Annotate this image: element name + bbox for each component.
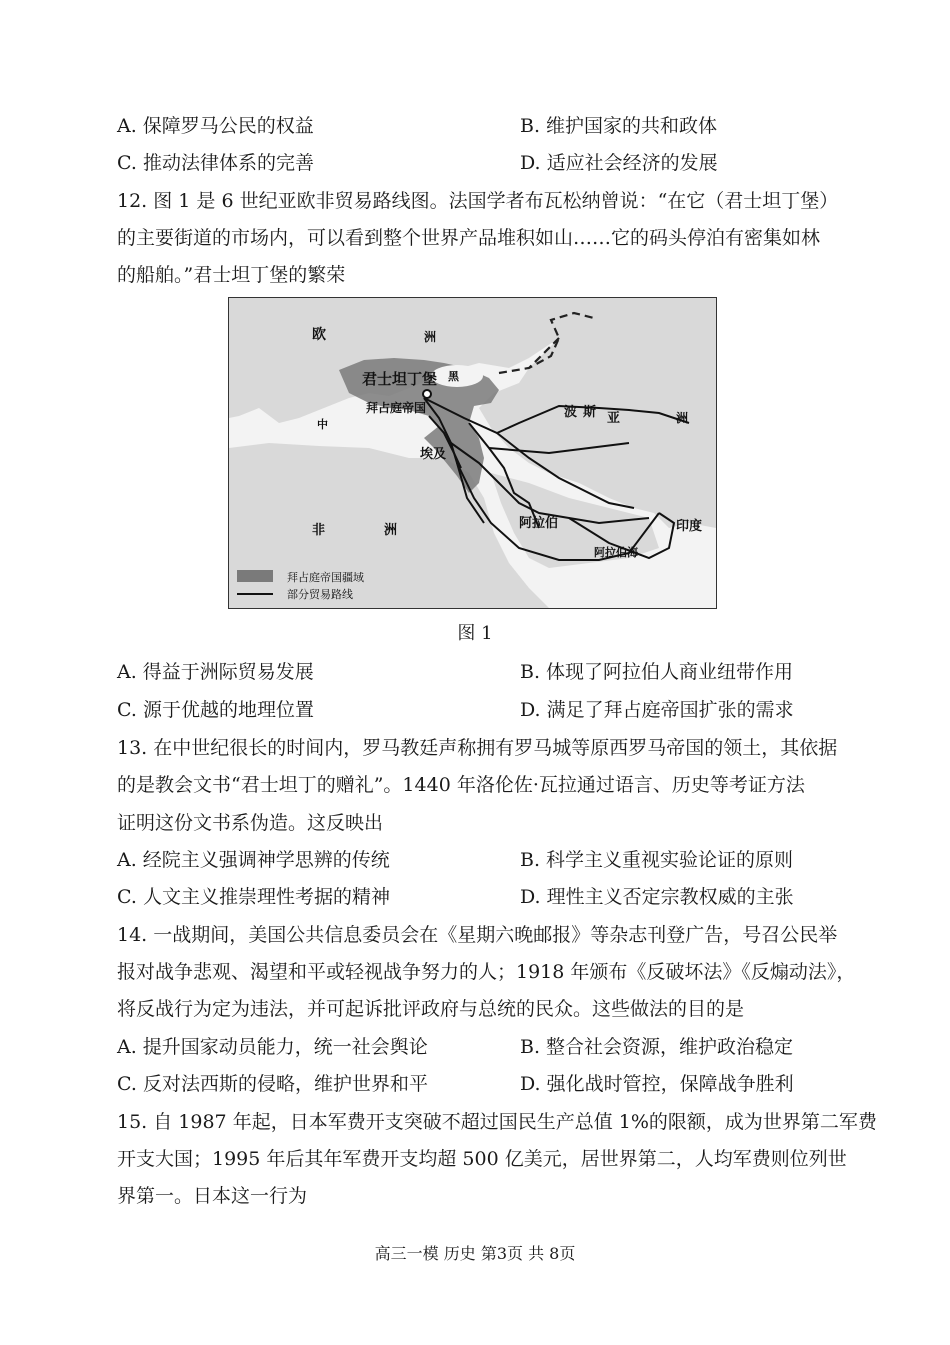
label-persia-ya: 亚 [607, 411, 621, 426]
label-africa-2: 洲 [384, 523, 398, 538]
q13-option-b: B. 科学主义重视实验论证的原则 [520, 849, 794, 871]
map-svg [229, 298, 716, 608]
label-egypt: 埃及 [420, 447, 447, 462]
label-arabia: 阿拉伯 [519, 516, 559, 531]
label-asia-zhou: 洲 [676, 411, 689, 425]
label-mediterranean: 中 [317, 418, 328, 431]
q13-option-c: C. 人文主义推崇理性考据的精神 [117, 886, 390, 908]
q12-option-b: B. 体现了阿拉伯人商业纽带作用 [520, 661, 794, 683]
q14-option-a: A. 提升国家动员能力，统一社会舆论 [117, 1036, 428, 1058]
q15-stem-line3: 界第一。日本这一行为 [117, 1185, 308, 1207]
q12-option-a: A. 得益于洲际贸易发展 [117, 661, 314, 683]
q12-stem-line1: 12. 图 1 是 6 世纪亚欧非贸易路线图。法国学者布瓦松纳曾说：“在它（君士坦丁堡） [117, 190, 839, 212]
q12-stem-line3: 的船舶。”君士坦丁堡的繁荣 [117, 264, 346, 286]
constantinople-marker [423, 390, 431, 398]
legend-territory-label: 拜占庭帝国疆域 [287, 571, 364, 584]
q13-option-d: D. 理性主义否定宗教权威的主张 [520, 886, 794, 908]
q13-stem-line3: 证明这份文书系伪造。这反映出 [117, 812, 384, 834]
q14-stem-line2: 报对战争悲观、渴望和平或轻视战争努力的人；1918 年颁布《反破坏法》《反煽动法》， [117, 961, 856, 983]
q14-option-d: D. 强化战时管控，保障战争胜利 [520, 1073, 794, 1095]
q13-option-a: A. 经院主义强调神学思辨的传统 [117, 849, 390, 871]
q14-stem-line3: 将反战行为定为违法，并可起诉批评政府与总统的民众。这些做法的目的是 [117, 998, 745, 1020]
q14-option-c: C. 反对法西斯的侵略，维护世界和平 [117, 1073, 428, 1095]
figure-caption: 图 1 [457, 623, 493, 644]
q12-stem-line2: 的主要街道的市场内，可以看到整个世界产品堆积如山……它的码头停泊有密集如林 [117, 227, 821, 249]
label-india: 印度 [676, 519, 703, 534]
q13-stem-line1: 13. 在中世纪很长的时间内，罗马教廷声称拥有罗马城等原西罗马帝国的领土，其依据 [117, 737, 838, 759]
page-footer: 高三一模 历史 第3页 共 8页 [374, 1244, 576, 1263]
label-europe-2: 洲 [424, 330, 437, 344]
q11-option-b: B. 维护国家的共和政体 [520, 115, 718, 137]
legend-route-label: 部分贸易路线 [287, 588, 353, 601]
legend-territory-swatch [237, 570, 273, 582]
trade-route-map [228, 297, 717, 609]
label-black-sea: 黑 [448, 370, 459, 383]
q12-option-d: D. 满足了拜占庭帝国扩张的需求 [520, 699, 794, 721]
label-constantinople: 君士坦丁堡 [362, 370, 438, 388]
label-europe-1: 欧 [312, 327, 326, 343]
q12-option-c: C. 源于优越的地理位置 [117, 699, 314, 721]
label-byzantine: 拜占庭帝国 [366, 401, 427, 415]
q11-option-a: A. 保障罗马公民的权益 [117, 115, 314, 137]
q13-stem-line2: 的是教会文书“君士坦丁的赠礼”。1440 年洛伦佐·瓦拉通过语言、历史等考证方法 [117, 774, 805, 796]
q15-stem-line1: 15. 自 1987 年起，日本军费开支突破不超过国民生产总值 1%的限额，成为世界第二军费 [117, 1111, 877, 1133]
label-africa-1: 非 [312, 523, 326, 538]
q11-option-d: D. 适应社会经济的发展 [520, 152, 718, 174]
q14-option-b: B. 整合社会资源，维护政治稳定 [520, 1036, 794, 1058]
q11-option-c: C. 推动法律体系的完善 [117, 152, 314, 174]
q14-stem-line1: 14. 一战期间，美国公共信息委员会在《星期六晚邮报》等杂志刊登广告，号召公民举 [117, 924, 838, 946]
label-arabian-sea: 阿拉伯海 [594, 546, 638, 559]
label-persia: 波斯 [564, 405, 603, 420]
q15-stem-line2: 开支大国；1995 年后其年军费开支均超 500 亿美元，居世界第二，人均军费则位列世 [117, 1148, 847, 1170]
